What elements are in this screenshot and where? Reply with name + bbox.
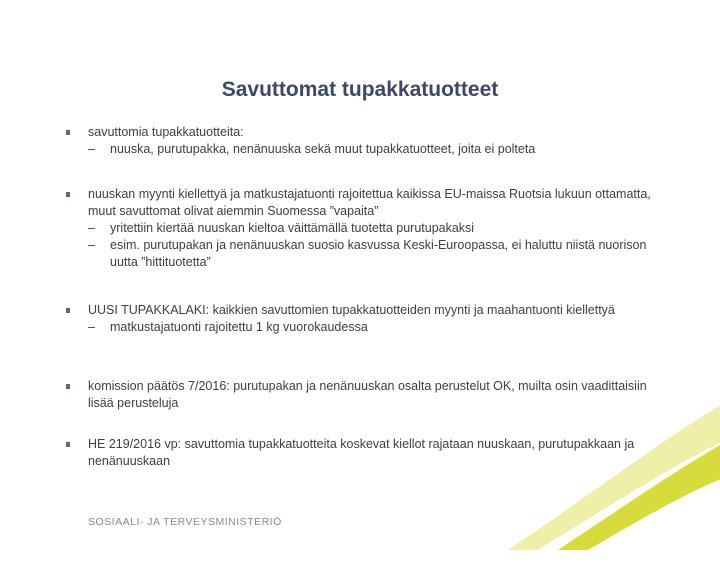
slide-title: Savuttomat tupakkatuotteet	[221, 78, 499, 101]
bullet-text: nuuskan myynti kiellettyä ja matkustajatuonti rajoitettua kaikissa EU-maissa Ruotsia lukuun ottamatta, muut savuttomat olivat aiemmin Suomessa ”vapaita”	[88, 187, 651, 218]
dash-marker: –	[88, 238, 95, 252]
bullet-marker	[66, 308, 70, 313]
ministry-logo-swoosh-icon	[448, 350, 720, 570]
bullet-item	[66, 186, 666, 271]
sub-bullet	[88, 141, 666, 158]
sub-bullet-text: nuuska, purutupakka, nenänuuska sekä muut tupakkatuotteet, joita ei polteta	[110, 142, 536, 156]
dash-marker: –	[88, 142, 95, 156]
bullet-text: HE 219/2016 vp: savuttomia tupakkatuotteita koskevat kiellot rajataan nuuskaan, purutupakkaan ja nenänuuskaan	[88, 437, 635, 468]
dash-marker: –	[88, 320, 95, 334]
bullet-marker	[66, 384, 70, 389]
bullet-item	[66, 124, 666, 158]
sub-bullet-text: yritettiin kiertää nuuskan kieltoa väittämällä tuotetta purutupakaksi	[110, 221, 475, 235]
bullet-marker	[66, 442, 70, 447]
bullet-marker	[66, 130, 70, 135]
sub-bullet	[88, 319, 666, 336]
bullet-item	[66, 302, 666, 336]
sub-bullet	[88, 237, 666, 271]
sub-bullet	[88, 220, 666, 237]
bullet-text: UUSI TUPAKKALAKI: kaikkien savuttomien tupakkatuotteiden myynti ja maahantuonti kiellettyä	[88, 303, 615, 317]
bullet-marker	[66, 192, 70, 197]
sub-bullet-text: esim. purutupakan ja nenänuuskan suosio kasvussa Keski-Euroopassa, ei haluttu niistä nuorison uutta ”hittituotetta”	[110, 238, 647, 269]
footer-org-name: SOSIAALI- JA TERVEYSMINISTERIÖ	[88, 516, 282, 528]
sub-bullet-text: matkustajatuonti rajoitettu 1 kg vuorokaudessa	[110, 320, 368, 334]
dash-marker: –	[88, 221, 95, 235]
bullet-text: komission päätös 7/2016: purutupakan ja nenänuuskan osalta perustelut OK, muilta osin vaadittaisiin lisää perusteluja	[88, 379, 647, 410]
bullet-text: savuttomia tupakkatuotteita:	[88, 125, 244, 139]
